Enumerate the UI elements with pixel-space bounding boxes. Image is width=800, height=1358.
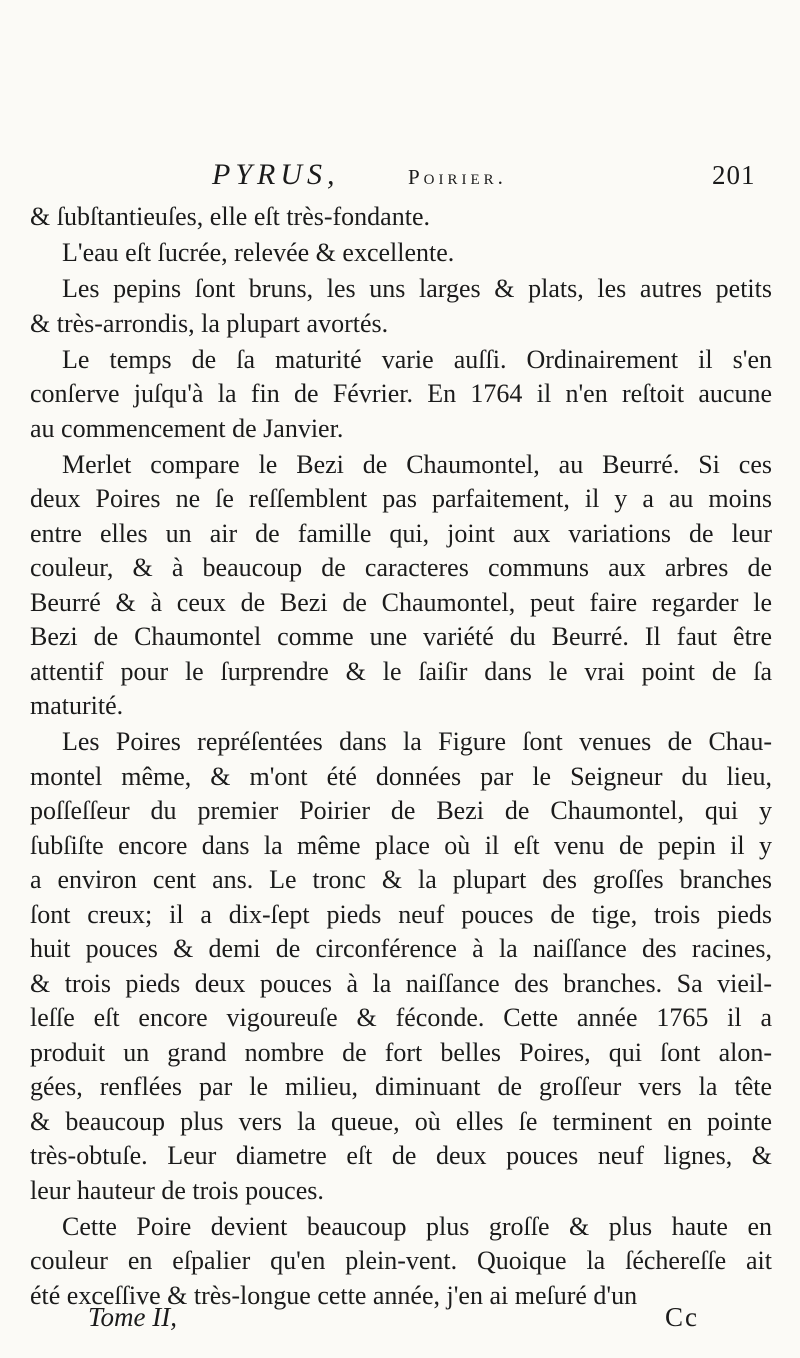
text-line: produit un grand nombre de fort belles Poires, qui ſont alon- <box>30 1037 772 1067</box>
text-line: Beurré & à ceux de Bezi de Chaumontel, peut faire regarder le <box>30 587 772 617</box>
text-line: maturité. <box>30 691 124 720</box>
text-line: été exceſſive & très-longue cette année, j'en ai meſuré d'un <box>30 1280 638 1310</box>
text-line: ſont creux; il a dix-ſept pieds neuf pouces de tige, trois pieds <box>30 899 772 929</box>
text-line: gées, renflées par le milieu, diminuant de groſſeur vers la tête <box>30 1072 772 1101</box>
text-line: & très-arrondis, la plupart avortés. <box>30 308 389 338</box>
page-number: 201 <box>712 160 756 190</box>
volume-label: Tome II, <box>88 1302 178 1332</box>
text-line: leſſe eſt encore vigoureuſe & féconde. Cette année 1765 il a <box>30 1003 772 1032</box>
running-title: PYRUS, <box>212 158 340 191</box>
text-line: couleur en eſpalier qu'en plein-vent. Quoique la ſéchereſſe ait <box>30 1246 772 1275</box>
text-line: très-obtuſe. Leur diametre eſt de deux pouces neuf lignes, & <box>30 1141 772 1170</box>
text-line: ſubſiſte encore dans la même place où il eſt venu de pepin il y <box>30 830 772 860</box>
text-line: deux Poires ne ſe reſſemblent pas parfaitement, il y a au moins <box>30 484 772 513</box>
text-line: entre elles un air de famille qui, joint aux variations de leur <box>30 518 772 548</box>
signature-mark: Cc <box>665 1302 699 1332</box>
text-line: montel même, & m'ont été données par le Seigneur du lieu, <box>30 761 772 791</box>
text-line: a environ cent ans. Le tronc & la plupart des groſſes branches <box>30 865 772 894</box>
text-line: poſſeſſeur du premier Poirier de Bezi de Chaumontel, qui y <box>30 796 772 825</box>
text-line: Les Poires repréſentées dans la Figure ſont venues de Chau- <box>62 727 772 756</box>
text-line: leur hauteur de trois pouces. <box>30 1175 324 1205</box>
text-line: Les pepins ſont bruns, les uns larges & plats, les autres petits <box>62 274 772 303</box>
text-line: & beaucoup plus vers la queue, où elles ſe terminent en pointe <box>30 1106 772 1136</box>
text-line: Merlet compare le Bezi de Chaumontel, au Beurré. Si ces <box>62 449 772 479</box>
text-line: attentif pour le ſurprendre & le ſaiſir dans le vrai point de ſa <box>30 656 772 686</box>
text-line: couleur, & à beaucoup de caracteres communs aux arbres de <box>30 553 772 582</box>
running-header <box>0 158 800 198</box>
text-line: au commencement de Janvier. <box>30 413 344 443</box>
text-line: & ſubſtantieuſes, elle eſt très-fondante. <box>30 202 430 231</box>
page-footer <box>0 1302 800 1342</box>
text-line: L'eau eſt ſucrée, relevée & excellente. <box>62 238 455 267</box>
text-line: Cette Poire devient beaucoup plus groſſe & plus haute en <box>62 1211 772 1241</box>
text-line: conſerve juſqu'à la fin de Février. En 1764 il n'en reſtoit aucune <box>30 379 772 408</box>
text-line: Bezi de Chaumontel comme une variété du Beurré. Il faut être <box>30 622 772 651</box>
running-subtitle: Poirier. <box>408 165 507 189</box>
text-line: Le temps de ſa maturité varie auſſi. Ordinairement il s'en <box>62 344 772 374</box>
text-line: & trois pieds deux pouces à la naiſſance des branches. Sa vieil- <box>30 968 772 998</box>
text-line: huit pouces & demi de circonférence à la naiſſance des racines, <box>30 934 772 963</box>
